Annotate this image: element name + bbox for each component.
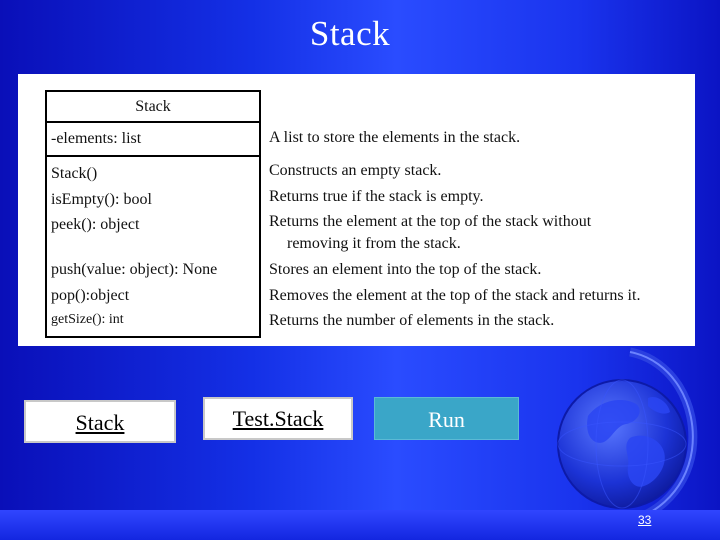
uml-operation-constructor: Stack() (51, 165, 98, 182)
run-button[interactable] (374, 397, 519, 440)
description-push: Stores an element into the top of the stack. (269, 261, 542, 278)
description-isempty: Returns true if the stack is empty. (269, 188, 484, 205)
stack-button-label: Stack (75, 410, 125, 435)
description-pop: Removes the element at the top of the stack and returns it. (269, 287, 641, 304)
slide-title: Stack (309, 14, 391, 53)
uml-class-name: Stack (47, 92, 259, 123)
uml-operation-push: push(value: object): None (51, 261, 218, 278)
uml-operation-isempty: isEmpty(): bool (51, 191, 152, 208)
uml-operation-pop: pop():object (51, 287, 130, 304)
stack-button[interactable] (24, 400, 176, 443)
content-panel (18, 74, 695, 346)
test-stack-button[interactable] (203, 397, 353, 440)
uml-attribute: -elements: list (47, 123, 259, 157)
description-getsize: Returns the number of elements in the stack. (269, 312, 555, 329)
globe-icon (552, 346, 702, 536)
description-attribute: A list to store the elements in the stack. (269, 129, 521, 146)
run-button-label: Run (428, 407, 465, 432)
uml-operation-getsize: getSize(): int (51, 312, 124, 327)
description-peek: Returns the element at the top of the stack without (269, 213, 592, 230)
description-constructor: Constructs an empty stack. (269, 162, 442, 179)
footer-bar (0, 510, 720, 540)
test-stack-button-label: Test.Stack (232, 406, 324, 431)
uml-class-diagram (45, 90, 261, 338)
uml-operation-peek: peek(): object (51, 216, 140, 233)
page-number: 33 (638, 513, 652, 527)
description-peek-continued: removing it from the stack. (287, 235, 461, 252)
